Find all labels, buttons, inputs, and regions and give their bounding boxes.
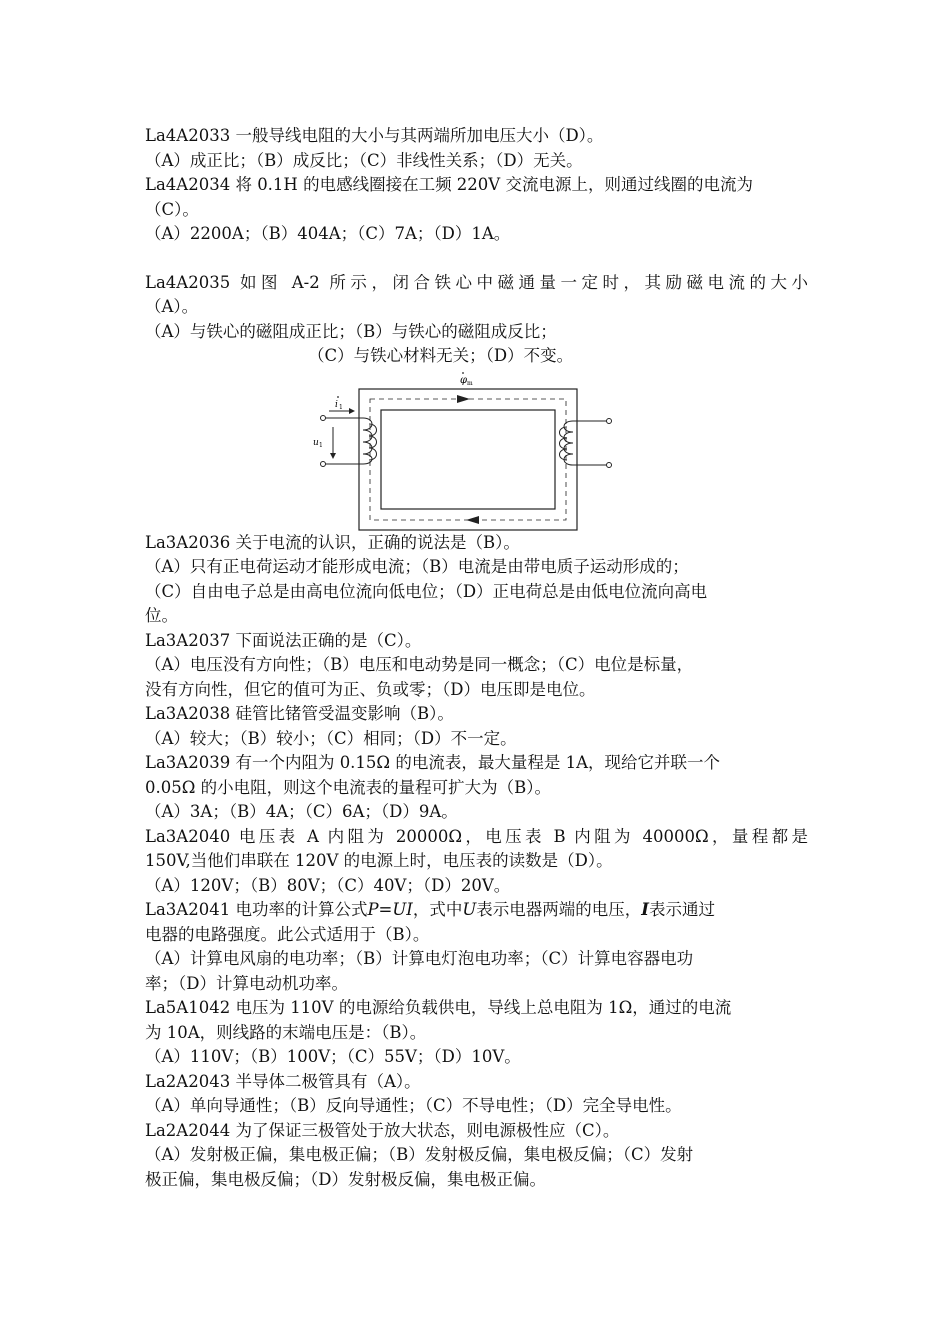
right-terminal-bottom: [607, 462, 612, 467]
question-options: （A）较大；（B）较小；（C）相同；（D）不一定。: [145, 728, 517, 748]
question-stem: 150V,当他们串联在 120V 的电源上时，电压表的读数是（D）。: [145, 851, 613, 870]
stem-text: ，式中: [412, 900, 463, 919]
right-coil: [560, 421, 608, 465]
left-terminal-top: [321, 415, 326, 420]
question-stem: La4A2033 一般导线电阻的大小与其两端所加电压大小（D）。: [145, 126, 604, 145]
question-stem: （A）。: [145, 297, 199, 316]
right-terminal-top: [607, 418, 612, 423]
question-options: （A）2200A；（B）404A；（C）7A；（D）1A。: [145, 224, 511, 243]
question-options: （A）发射极正偏，集电极正偏；（B）发射极反偏，集电极反偏；（C）发射: [145, 1145, 694, 1164]
question-stem: （C）。: [145, 199, 199, 219]
phi-label: φ: [460, 374, 468, 386]
core-inner-edge: [381, 410, 555, 509]
flux-arrow-top: [457, 395, 470, 403]
question-stem: La4A2034 将 0.1H 的电感线圈接在工频 220V 交流电源上，则通过线圈的电流为: [145, 175, 753, 194]
question-options: 极正偏，集电极反偏；（D）发射极反偏，集电极正偏。: [145, 1169, 546, 1189]
symbol-i: I: [641, 900, 649, 919]
flux-path: [370, 399, 566, 520]
current-arrow-head: [349, 408, 355, 414]
question-options: （A）110V；（B）100V；（C）55V；（D）10V。: [145, 1047, 521, 1066]
figure-a2: [145, 369, 808, 531]
voltage-subscript: 1: [319, 441, 323, 449]
question-stem: La2A2043 半导体二极管具有（A）。: [145, 1071, 421, 1091]
question-options: （A）与铁心的磁阻成正比；（B）与铁心的磁阻成反比；: [145, 321, 557, 341]
flux-arrow-bottom: [466, 516, 479, 524]
question-options: 没有方向性，但它的值可为正、负或零；（D）电压即是电位。: [145, 679, 596, 699]
left-terminal-bottom: [321, 461, 326, 466]
question-stem: La5A1042 电压为 110V 的电源给负载供电，导线上总电阻为 1Ω，通过的电流: [145, 998, 732, 1017]
voltage-arrow-head: [330, 453, 336, 459]
question-stem: La4A2035 如图 A-2 所示，闭合铁心中磁通量一定时，其励磁电流的大小: [145, 272, 808, 292]
question-stem: La3A2040 电压表 A 内阻为 20000Ω，电压表 B 内阻为 40000Ω，量程都是: [145, 826, 808, 846]
formula: P=UI: [367, 900, 413, 919]
question-stem: La3A2037 下面说法正确的是（C）。: [145, 630, 422, 650]
question-options: （A）120V；（B）80V；（C）40V；（D）20V。: [145, 875, 511, 895]
question-options: （A）单向导通性；（B）反向导通性；（C）不导电性；（D）完全导电性。: [145, 1096, 682, 1115]
question-options: （C）自由电子总是由高电位流向低电位；（D）正电荷总是由低电位流向高电: [145, 581, 708, 601]
question-options: （A）只有正电荷运动才能形成电流；（B）电流是由带电质子运动形成的；: [145, 557, 689, 576]
symbol-u: U: [462, 900, 477, 919]
question-stem: [145, 898, 808, 923]
question-stem: La2A2044 为了保证三极管处于放大状态，则电源极性应（C）。: [145, 1120, 620, 1140]
stem-text: 表示电器两端的电压，: [476, 900, 642, 919]
stem-text: La3A2041 电功率的计算公式: [145, 900, 368, 919]
question-options: （A）成正比；（B）成反比；（C）非线性关系；（D）无关。: [145, 150, 583, 170]
current-label: i: [335, 399, 338, 410]
question-stem: 电器的电路强度。此公式适用于（B）。: [145, 924, 430, 944]
magnetic-core-diagram: [305, 369, 625, 531]
question-options: （A）电压没有方向性；（B）电压和电动势是同一概念；（C）电位是标量，: [145, 655, 694, 674]
voltage-label: u: [313, 437, 319, 448]
question-options: 率；（D）计算电动机功率。: [145, 973, 348, 993]
phi-subscript: m: [467, 379, 473, 387]
question-options: （A）3A；（B）4A；（C）6A；（D）9A。: [145, 802, 458, 821]
question-stem: La3A2036 关于电流的认识，正确的说法是（B）。: [145, 532, 520, 552]
spacer: [145, 247, 808, 271]
question-stem: La3A2039 有一个内阻为 0.15Ω 的电流表，最大量程是 1A，现给它并联一个: [145, 753, 721, 772]
question-stem: La3A2038 硅管比锗管受温变影响（B）。: [145, 704, 454, 723]
question-options: （A）计算电风扇的电功率；（B）计算电灯泡电功率；（C）计算电容器电功: [145, 949, 694, 968]
question-options: （C）与铁心材料无关；（D）不变。: [308, 346, 574, 365]
question-stem: 0.05Ω 的小电阻，则这个电流表的量程可扩大为（B）。: [145, 777, 552, 797]
question-stem: 为 10A，则线路的末端电压是：（B）。: [145, 1022, 427, 1042]
current-dot: [337, 396, 339, 398]
stem-text: 表示通过: [648, 900, 715, 919]
question-options: 位。: [145, 606, 178, 625]
phi-dot: [462, 372, 464, 374]
current-subscript: 1: [339, 403, 343, 411]
question-list: [145, 124, 808, 1192]
